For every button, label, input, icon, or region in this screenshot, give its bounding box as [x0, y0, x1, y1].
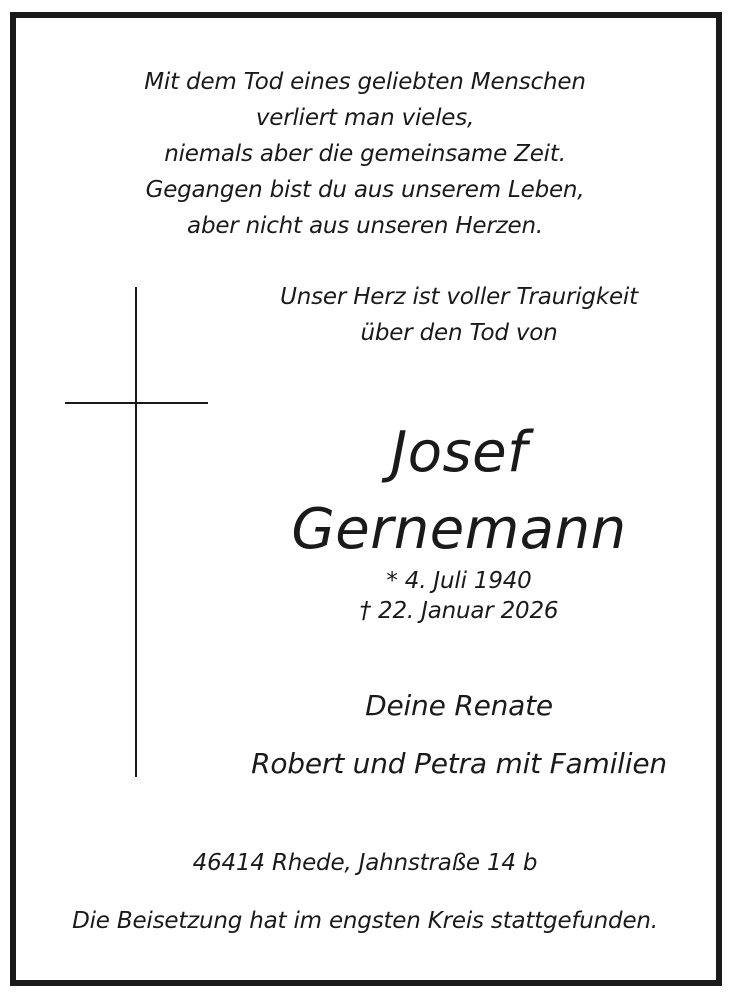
funeral-notice: Die Beisetzung hat im engsten Kreis stattgefunden. — [72, 908, 658, 934]
intro-line-2: über den Tod von — [360, 320, 558, 346]
birth-date: * 4. Juli 1940 — [386, 568, 532, 594]
poem-line-1: Mit dem Tod eines geliebten Menschen — [144, 69, 586, 95]
poem-line-4: Gegangen bist du aus unserem Leben, — [145, 177, 585, 203]
deceased-last-name: Gernemann — [291, 497, 627, 562]
poem-line-3: niemals aber die gemeinsame Zeit. — [164, 141, 566, 167]
deceased-first-name: Josef — [390, 420, 528, 485]
address: 46414 Rhede, Jahnstraße 14 b — [192, 850, 538, 876]
poem-line-2: verliert man vieles, — [255, 105, 475, 131]
death-date: † 22. Januar 2026 — [359, 598, 559, 624]
mourner-2: Robert und Petra mit Familien — [251, 747, 667, 780]
poem-line-5: aber nicht aus unseren Herzen. — [187, 213, 543, 239]
intro-line-1: Unser Herz ist voller Traurigkeit — [280, 284, 638, 310]
mourner-1: Deine Renate — [365, 689, 553, 722]
